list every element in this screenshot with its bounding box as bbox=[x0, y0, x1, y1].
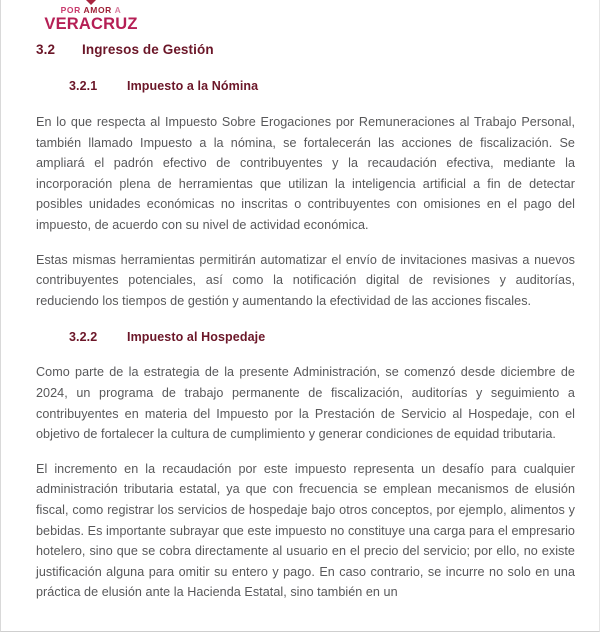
paragraph: Estas mismas herramientas permitirán automatizar el envío de invitaciones masivas a nuevos contribuyentes potenciales, así como la notificación digital de revisiones y auditorías, reduciendo los tiempos de gestión y aumentando la efectividad de las acciones fiscales. bbox=[36, 252, 575, 308]
spacer bbox=[36, 57, 575, 79]
subsection-heading-3-2-2 bbox=[36, 330, 575, 344]
spacer bbox=[36, 445, 575, 459]
logo-wordmark: VERACRUZ bbox=[44, 14, 138, 33]
spacer bbox=[36, 344, 575, 362]
spacer bbox=[36, 93, 575, 112]
document-content bbox=[1, 42, 600, 603]
veracruz-logo bbox=[39, 0, 143, 32]
logo-word-por: POR bbox=[60, 5, 81, 15]
spacer bbox=[36, 236, 575, 250]
section-number: 3.2 bbox=[36, 42, 56, 57]
logo-tagline bbox=[39, 6, 143, 15]
subsection-number: 3.2.1 bbox=[69, 79, 98, 93]
logo-word-amor: AMOR bbox=[83, 5, 112, 15]
subsection-title: Impuesto al Hospedaje bbox=[127, 330, 266, 345]
logo-word-a: A bbox=[114, 5, 122, 15]
subsection-title: Impuesto a la Nómina bbox=[127, 79, 259, 93]
section-title: Ingresos de Gestión bbox=[82, 42, 214, 57]
subsection-number: 3.2.2 bbox=[69, 330, 98, 345]
paragraph: Como parte de la estrategia de la presente Administración, se comenzó desde diciembre de 2024, un programa de trabajo permanente de fiscalización, auditorías y seguimiento a contribuyentes en materia del Impuesto por la Prestación de Servicio al Hospedaje, con el objetivo de fortalecer la cultura de cumplimiento y generar condiciones de equidad tributaria. bbox=[36, 365, 575, 442]
paragraph: El incremento en la recaudación por este impuesto representa un desafío para cualquier administración tributaria estatal, ya que con frecuencia se emplean mecanismos de elusión fiscal, como registrar los servicios de hospedaje bajo otros conceptos, por ejemplo, alimentos y bebidas. Es importante subrayar que este impuesto no constituye una carga para el empresario hotelero, sino que se cobra directamente al usuario en el precio del servicio; por ello, no existe justificación alguna para omitir su entero y pago. En caso contrario, se incurre no solo en una práctica de elusión ante la Hacienda Estatal, sino también en un bbox=[36, 461, 575, 600]
paragraph: En lo que respecta al Impuesto Sobre Erogaciones por Remuneraciones al Trabajo Personal, también llamado Impuesto a la nómina, se fortalecerán las acciones de fiscalización. Se ampliará el padrón efectivo de contribuyentes y la recaudación efectiva, mediante la incorporación plena de herramientas que utilizan la inteligencia artificial a fin de detectar posibles unidades económicas no inscritas o contribuyentes con omisiones en el pago del impuesto, de acuerdo con su nivel de actividad económica. bbox=[36, 115, 575, 232]
spacer bbox=[36, 311, 575, 330]
section-heading-3-2 bbox=[36, 42, 575, 57]
subsection-heading-3-2-1 bbox=[36, 79, 575, 93]
